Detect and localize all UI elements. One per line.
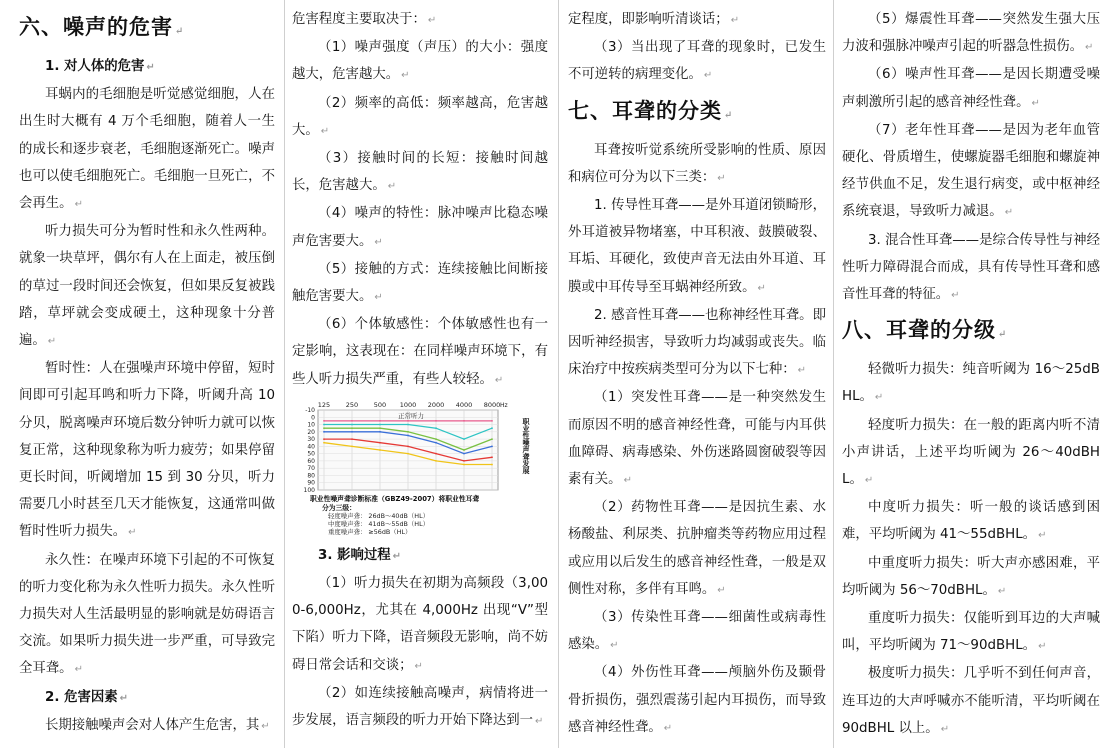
x-tick-label: 250 — [345, 400, 359, 409]
column-divider — [284, 0, 285, 748]
body-paragraph — [842, 550, 1100, 605]
y-tick-label: 10 — [307, 421, 315, 429]
paragraph-mark: ↵ — [74, 664, 83, 676]
paragraph-mark: ↵ — [535, 716, 544, 728]
paragraph-mark: ↵ — [47, 336, 57, 348]
paragraph-mark: ↵ — [797, 365, 807, 377]
body-paragraph — [568, 302, 826, 385]
paragraph-text: （6）个体敏感性：个体敏感性也有一定影响，这表现在：在同样噪声环境下，有些人听力损失严重，有些人较轻。 — [292, 317, 548, 387]
paragraph-text: （3）当出现了耳聋的现象时，已发生不可逆转的病理变化。 — [568, 40, 826, 83]
x-tick-label: 4000 — [455, 400, 473, 409]
paragraph-text: 2. 感音性耳聋——也称神经性耳聋。即因听神经损害，导致听力均减弱或丧失。临床治疗中按疾病类型可分为以下七种： — [568, 307, 826, 378]
paragraph-mark: ↵ — [320, 125, 330, 137]
y-tick-label: 40 — [307, 443, 315, 451]
paragraph-text: （1）突发性耳聋——是一种突然发生而原因不明的感音神经性聋，可能与内耳供血障碍、病毒感染、外伤迷路圆窗破裂等因素有关。 — [568, 390, 826, 488]
chart-caption-level: 重度噪声聋： ≥56dB（HL） — [328, 527, 412, 536]
paragraph-text: 耳聋按听觉系统所受影响的性质、原因和病位可分为以下三类： — [568, 142, 826, 185]
paragraph-mark: ↵ — [1085, 42, 1094, 54]
body-paragraph — [842, 117, 1100, 227]
paragraph-text: 听力损失可分为暂时性和永久性两种。就象一块草坪，偶尔有人在上面走，被压倒的草过一段时间还会恢复，但如果反复被践踏，草坪就会变成硬土，这种现象十分普遍。 — [19, 224, 275, 349]
y-tick-label: 60 — [307, 457, 315, 465]
data-point — [351, 427, 353, 429]
paragraph-mark: ↵ — [998, 329, 1008, 341]
data-point — [379, 449, 381, 451]
y-tick-label: -10 — [305, 406, 315, 414]
data-point — [491, 420, 493, 422]
y-tick-label: 0 — [311, 414, 315, 422]
paragraph-mark: ↵ — [874, 392, 884, 404]
paragraph-text: 危害程度主要取决于： — [292, 12, 426, 27]
paragraph-mark: ↵ — [1031, 97, 1040, 109]
section-heading — [568, 90, 826, 137]
paragraph-text: 耳蜗内的毛细胞是听觉感觉细胞，人在出生时大概有 4 万个毛细胞，随着人一生的成长和逐步衰老，毛细胞逐渐死亡。噪声也可以使毛细胞死亡。毛细胞一旦死亡，不会再生。 — [19, 87, 275, 212]
data-point — [323, 442, 325, 444]
x-tick-label: 500 — [373, 400, 387, 409]
paragraph-mark: ↵ — [1038, 641, 1047, 653]
paragraph-mark: ↵ — [494, 374, 504, 386]
paragraph-text: （7）老年性耳聋——是因为老年血管硬化、骨质增生，使螺旋器毛细胞和螺旋神经节供血不足，发生退行病变，或中枢神经系统衰退，导致听力减退。 — [842, 122, 1100, 220]
column-divider — [558, 0, 559, 748]
data-point — [379, 431, 381, 433]
paragraph-text: 1. 传导性耳聋——是外耳道闭锁畸形，外耳道被异物堵塞，中耳积液、鼓膜破裂、耳垢、耳硬化，致使声音无法由外耳道、耳膜或中耳传导至耳蜗神经所致。 — [568, 198, 826, 295]
paragraph-text: （2）药物性耳聋——是因抗生素、水杨酸盐、利尿类、抗肿瘤类等药物应用过程或应用以后发生的感音神经性聋，一般是双侧性对称，多伴有耳鸣。 — [568, 500, 826, 597]
paragraph-text: 永久性：在噪声环境下引起的不可恢复的听力变化称为永久性听力损失。永久性听力损失对人生活最明显的影响就是妨碍语言交流。如果听力损失进一步严重，可导致完全耳聋。 — [19, 552, 275, 677]
y-tick-label: 80 — [307, 472, 315, 480]
data-point — [351, 420, 353, 422]
body-paragraph — [292, 311, 548, 394]
data-point — [435, 453, 437, 455]
x-tick-label: 1000 — [399, 400, 417, 409]
data-point — [435, 427, 437, 429]
data-point — [351, 438, 353, 440]
y-tick-label: 100 — [303, 486, 315, 494]
data-point — [323, 427, 325, 429]
data-point — [463, 463, 465, 465]
body-paragraph — [19, 712, 275, 740]
paragraph-text: （3）传染性耳聋——细菌性或病毒性感染。 — [568, 610, 826, 653]
body-paragraph — [568, 659, 826, 742]
paragraph-text: 定程度，即影响听清谈话； — [568, 12, 729, 27]
data-point — [407, 453, 409, 455]
paragraph-mark: ↵ — [261, 720, 270, 732]
paragraph-mark: ↵ — [1038, 530, 1047, 542]
section-heading — [19, 6, 275, 53]
paragraph-text: 长期接触噪声会对人体产生危害，其 — [45, 717, 260, 733]
paragraph-mark: ↵ — [757, 282, 766, 294]
data-point — [323, 431, 325, 433]
paragraph-text: 八、耳聋的分级 — [842, 317, 996, 343]
body-paragraph — [568, 384, 826, 494]
body-paragraph — [292, 90, 548, 145]
chart-caption-sub: 分为三级： — [322, 503, 356, 512]
paragraph-text: （3）接触时间的长短：接触时间越长，危害越大。 — [292, 151, 548, 194]
paragraph-text: 重度听力损失：仅能听到耳边的大声喊叫，平均听阈为 71～90dBHL。 — [842, 611, 1100, 654]
paragraph-text: 暂时性：人在强噪声环境中停留，短时间即可引起耳鸣和听力下降，听阈升高 10 分贝，脱离噪声环境后数分钟听力就可以恢复正常，这种现象称为听力疲劳；如果停留更长时间，听阈增加 15 到 30 分贝，听力需要几小时甚至几天才能恢复，这通常叫做暂时性听力损失。 — [19, 361, 275, 540]
paragraph-mark: ↵ — [146, 62, 155, 73]
paragraph-text: 轻度听力损失：在一般的距离内听不清小声讲话，上述平均听阈为 26～40dBHL。 — [842, 417, 1100, 488]
body-paragraph — [842, 227, 1100, 310]
data-point — [407, 434, 409, 436]
body-paragraph — [19, 547, 275, 684]
body-paragraph — [568, 494, 826, 604]
paragraph-text: （2）如连续接触高噪声，病情将进一步发展，语言频段的听力开始下降达到一 — [292, 685, 548, 729]
x-tick-label: 8000 — [483, 400, 501, 409]
data-point — [379, 423, 381, 425]
body-paragraph — [842, 605, 1100, 660]
y-tick-label: 90 — [307, 479, 315, 487]
paragraph-mark: ↵ — [414, 660, 423, 672]
y-tick-label: 30 — [307, 435, 315, 443]
data-point — [491, 456, 493, 458]
body-paragraph — [292, 6, 548, 34]
body-paragraph — [842, 356, 1100, 411]
x-tick-label: 2000 — [427, 400, 445, 409]
paragraph-mark: ↵ — [392, 550, 402, 562]
body-paragraph — [568, 137, 826, 192]
paragraph-mark: ↵ — [1004, 207, 1014, 219]
side-label: 职业性噪声聋发展 — [522, 417, 530, 474]
data-point — [323, 420, 325, 422]
body-paragraph — [842, 660, 1100, 743]
chart-caption-level: 轻度噪声聋： 26dB～40dB（HL） — [328, 511, 430, 520]
subsection-heading — [19, 684, 275, 712]
paragraph-mark: ↵ — [610, 640, 619, 652]
paragraph-text: （4）外伤性耳聋——颅脑外伤及颞骨骨折损伤，强烈震荡引起内耳损伤，而导致感音神经性聋。 — [568, 665, 826, 735]
paragraph-mark: ↵ — [74, 199, 83, 211]
body-paragraph — [568, 604, 826, 659]
paragraph-text: 中重度听力损失：听大声亦感困难，平均听阈为 56～70dBHL。 — [842, 555, 1100, 598]
paragraph-text: （2）频率的高低：频率越高，危害越大。 — [292, 95, 548, 138]
paragraph-mark: ↵ — [175, 26, 185, 37]
data-point — [351, 431, 353, 433]
chart-caption-title: 职业性噪声聋诊断标准（GBZ49-2007）将职业性耳聋 — [310, 494, 480, 503]
paragraph-mark: ↵ — [717, 584, 726, 596]
column-3 — [568, 6, 826, 742]
y-tick-label: 50 — [307, 450, 315, 458]
paragraph-mark: ↵ — [401, 70, 410, 82]
chart-caption-level: 中度噪声聋： 41dB～55dB（HL） — [328, 519, 430, 528]
data-point — [407, 423, 409, 425]
x-unit-label: Hz — [500, 401, 508, 409]
paragraph-mark: ↵ — [374, 292, 383, 304]
data-point — [379, 420, 381, 422]
data-point — [463, 460, 465, 462]
data-point — [463, 420, 465, 422]
body-paragraph — [19, 355, 275, 546]
subsection-heading — [292, 542, 548, 570]
body-paragraph — [842, 412, 1100, 495]
paragraph-text: （6）噪声性耳聋——是因长期遭受噪声刺激所引起的感音神经性聋。 — [842, 67, 1100, 110]
paragraph-text: 1. 对人体的危害 — [45, 59, 145, 74]
paragraph-mark: ↵ — [864, 475, 874, 487]
paragraph-text: 中度听力损失：听一般的谈话感到困难，平均听阈为 41～55dBHL。 — [842, 500, 1100, 543]
paragraph-mark: ↵ — [663, 722, 673, 734]
body-paragraph — [842, 6, 1100, 61]
body-paragraph — [19, 218, 275, 355]
column-divider — [833, 0, 834, 748]
data-point — [463, 438, 465, 440]
paragraph-mark: ↵ — [940, 723, 950, 735]
data-point — [351, 423, 353, 425]
paragraph-mark: ↵ — [119, 692, 129, 704]
data-point — [435, 442, 437, 444]
paragraph-text: （1）听力损失在初期为高频段（3,000-6,000Hz，尤其在 4,000Hz 出现“V”型下陷）听力下降，语音频段无影响，尚不妨碍日常会话和交谈； — [292, 576, 548, 673]
paragraph-text: 2. 危害因素 — [45, 689, 118, 705]
y-tick-label: 70 — [307, 465, 315, 473]
paragraph-text: （4）噪声的特性：脉冲噪声比稳态噪声危害要大。 — [292, 206, 548, 249]
paragraph-mark: ↵ — [717, 172, 726, 184]
data-point — [463, 449, 465, 451]
data-point — [407, 431, 409, 433]
paragraph-mark: ↵ — [703, 70, 713, 82]
data-point — [435, 438, 437, 440]
body-paragraph — [19, 81, 275, 218]
section-heading — [842, 309, 1100, 356]
paragraph-text: （5）爆震性耳聋——突然发生强大压力波和强脉冲噪声引起的听器急性损伤。 — [842, 12, 1100, 55]
paragraph-text: 七、耳聋的分类 — [568, 97, 722, 123]
paragraph-mark: ↵ — [997, 585, 1007, 597]
y-tick-label: 20 — [307, 428, 315, 436]
paragraph-mark: ↵ — [387, 181, 397, 193]
paragraph-text: 3. 混合性耳聋——是综合传导性与神经性听力障碍混合而成，具有传导性耳聋和感音性耳聋的特征。 — [842, 232, 1100, 303]
column-2 — [292, 6, 548, 735]
paragraph-mark: ↵ — [427, 15, 437, 26]
data-point — [463, 453, 465, 455]
body-paragraph — [292, 680, 548, 735]
paragraph-mark: ↵ — [951, 290, 960, 302]
body-paragraph — [292, 570, 548, 680]
data-point — [435, 460, 437, 462]
data-point — [323, 438, 325, 440]
body-paragraph — [568, 34, 826, 89]
subsection-heading — [19, 53, 275, 81]
data-point — [491, 427, 493, 429]
paragraph-text: （1）噪声强度（声压）的大小：强度越大，危害越大。 — [292, 40, 548, 83]
data-point — [491, 445, 493, 447]
paragraph-mark: ↵ — [623, 475, 632, 487]
paragraph-mark: ↵ — [374, 236, 383, 248]
body-paragraph — [568, 6, 826, 34]
data-point — [323, 423, 325, 425]
data-point — [491, 463, 493, 465]
paragraph-text: 3. 影响过程 — [318, 547, 391, 563]
hearing-chart — [292, 398, 548, 540]
body-paragraph — [292, 256, 548, 311]
data-point — [435, 420, 437, 422]
paragraph-mark: ↵ — [724, 109, 734, 121]
data-point — [379, 427, 381, 429]
body-paragraph — [292, 145, 548, 200]
x-tick-label: 125 — [317, 400, 331, 409]
body-paragraph — [292, 200, 548, 255]
body-paragraph — [842, 494, 1100, 549]
plot-label: 正常听力 — [398, 411, 424, 420]
paragraph-text: 六、噪声的危害 — [19, 14, 173, 39]
paragraph-text: 极度听力损失：几乎听不到任何声音，连耳边的大声呼喊亦不能听清，平均听阈在 90dBHL 以上。 — [842, 666, 1100, 736]
data-point — [351, 445, 353, 447]
paragraph-mark: ↵ — [128, 527, 137, 539]
paragraph-mark: ↵ — [730, 15, 740, 26]
paragraph-text: 轻微听力损失：纯音听阈为 16～25dBHL。 — [842, 362, 1100, 405]
data-point — [407, 445, 409, 447]
column-1 — [19, 6, 275, 740]
data-point — [379, 442, 381, 444]
body-paragraph — [292, 34, 548, 89]
paragraph-text: （5）接触的方式：连续接触比间断接触危害要大。 — [292, 261, 548, 305]
body-paragraph — [568, 192, 826, 302]
data-point — [491, 438, 493, 440]
column-4 — [842, 6, 1100, 743]
data-point — [407, 420, 409, 422]
body-paragraph — [842, 61, 1100, 116]
